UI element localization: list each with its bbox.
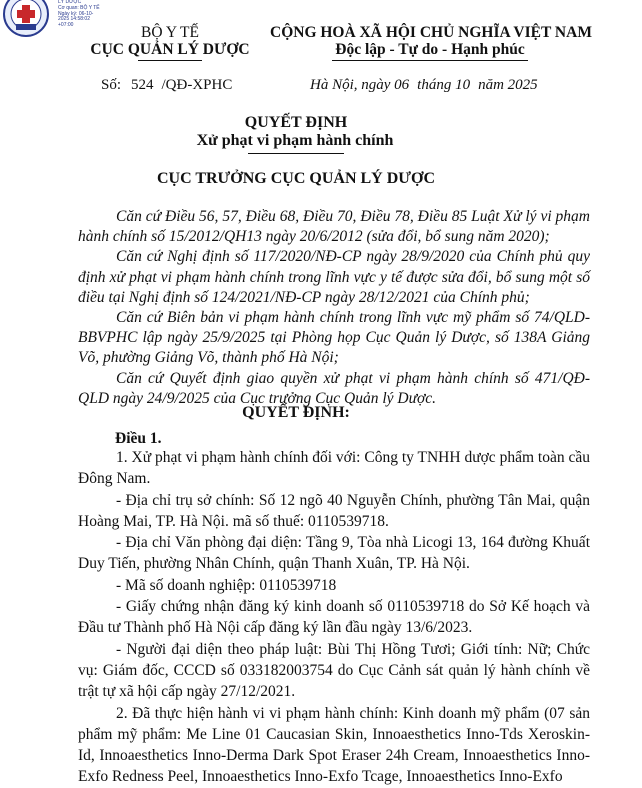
article-item: - Địa chỉ Văn phòng đại diện: Tầng 9, Tòa nhà Licogi 13, 164 đường Khuất Duy Tiến, phường Nhân Chính, quận Thanh Xuân, TP. Hà Nội. [78, 534, 590, 573]
article-item: 1. Xử phạt vi phạm hành chính đối với: Công ty TNHH dược phẩm toàn cầu Đông Nam. [78, 449, 590, 488]
legal-basis-item: Căn cứ Điều 56, 57, Điều 68, Điều 70, Điều 78, Điều 85 Luật Xử lý vi phạm hành chính số 15/2012/QH13 ngày 20/6/2012 (sửa đổi, bổ sung năm 2020); [78, 208, 590, 246]
country-name: CỘNG HOÀ XÃ HỘI CHỦ NGHĨA VIỆT NAM [270, 24, 592, 41]
article-body [78, 447, 590, 788]
digital-signature-text: LÝ DƯỢC Cơ quan: BỘ Y TẾ Ngày ký: 06-10- 2025 14:58:02 +07:00 [58, 0, 100, 29]
legal-basis-item: Căn cứ Nghị định số 117/2020/NĐ-CP ngày 28/9/2020 của Chính phủ quy định xử phạt vi phạm hành chính trong lĩnh vực y tế được sửa đổi, bổ sung một số điều tại Nghị định số 124/2021/NĐ-CP ngày 28/12/2021 của Chính phủ; [78, 248, 590, 306]
decision-subtitle: Xử phạt vi phạm hành chính [196, 132, 394, 149]
motto-underline [332, 60, 528, 61]
article-item: - Người đại diện theo pháp luật: Bùi Thị Hồng Tươi; Giới tính: Nữ; Chức vụ: Giám đốc, CCCD số 033182003754 do Cục Cảnh sát quản lý hành chính về trật tự xã hội cấp ngày 27/12/2021. [78, 640, 590, 701]
agency-seal-icon [2, 0, 54, 38]
document-number: Số: 524 /QĐ-XPHC [101, 77, 233, 93]
issuing-authority: CỤC TRƯỞNG CỤC QUẢN LÝ DƯỢC [156, 170, 436, 187]
decision-heading: QUYẾT ĐỊNH: [242, 404, 350, 421]
subtitle-underline [248, 153, 344, 154]
legal-bases [78, 207, 590, 409]
legal-basis-item: Căn cứ Biên bản vi phạm hành chính trong lĩnh vực mỹ phẩm số 74/QLD-BBVPHC lập ngày 25/9/2025 tại Phòng họp Cục Quản lý Dược, số 138A Giảng Võ, phường Giảng Võ, thành phố Hà Nội; [78, 309, 590, 367]
national-motto: Độc lập - Tự do - Hạnh phúc [335, 41, 525, 58]
ministry-name: BỘ Y TẾ [141, 24, 199, 41]
article-item: - Địa chỉ trụ sở chính: Số 12 ngõ 40 Nguyễn Chính, phường Tân Mai, quận Hoàng Mai, TP. Hà Nội. mã số thuế: 0110539718. [78, 491, 590, 530]
agency-name: CỤC QUẢN LÝ DƯỢC [90, 41, 250, 58]
legal-basis-item: Căn cứ Quyết định giao quyền xử phạt vi phạm hành chính số 471/QĐ-QLD ngày 24/9/2025 của Cục trưởng Cục Quản lý Dược. [78, 369, 590, 407]
article-label: Điều 1. [115, 430, 162, 447]
article-item: - Giấy chứng nhận đăng ký kinh doanh số 0110539718 do Sở Kế hoạch và Đầu tư Thành phố Hà Nội cấp đăng ký lần đầu ngày 13/6/2023. [78, 598, 590, 637]
document-date: Hà Nội, ngày 06 tháng 10 năm 2025 [310, 77, 538, 93]
decision-title: QUYẾT ĐỊNH [244, 114, 348, 131]
agency-underline [138, 60, 202, 61]
article-item: 2. Đã thực hiện hành vi vi phạm hành chính: Kinh doanh mỹ phẩm (07 sản phẩm mỹ phẩm: Me Line 01 Caucasian Skin, Innoaesthetics Inno-Tds Xeroskin-Id, Innoaesthetics Inno-Derma Dark Spot Eraser 24h Cream, Innoaesthetics Inno-Exfo Redness Peel, Innoaesthetics Inno-Exfo Tcage, Innoaesthetics Inno-Exfo [78, 704, 590, 786]
article-item: - Mã số doanh nghiệp: 0110539718 [116, 576, 337, 594]
